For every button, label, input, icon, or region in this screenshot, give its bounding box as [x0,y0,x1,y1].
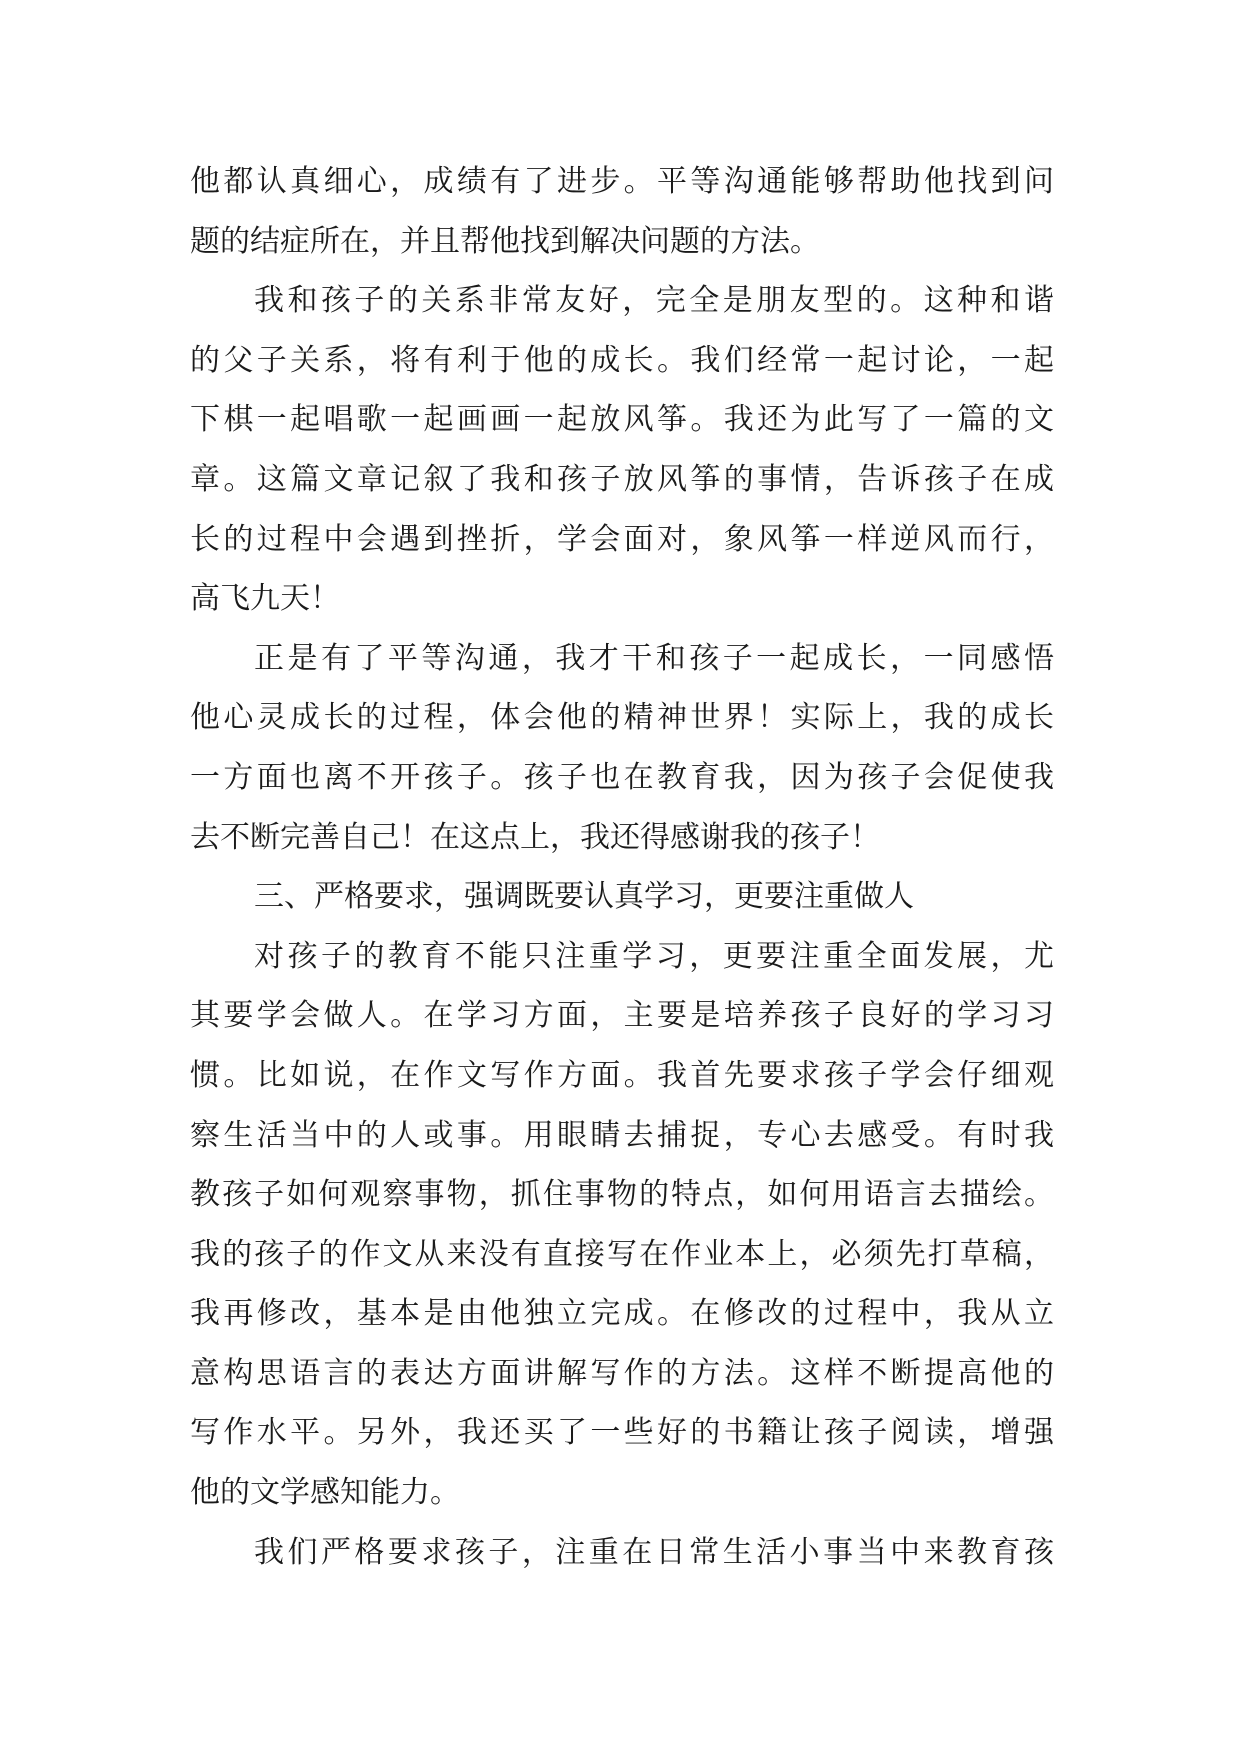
text-line: 我和孩子的关系非常友好，完全是朋友型的。这种和谐 [254,283,1054,319]
text-line: 下棋一起唱歌一起画画一起放风筝。我还为此写了一篇的文 [190,402,1054,438]
text-line: 教孩子如何观察事物，抓住事物的特点，如何用语言去描绘。 [190,1177,1054,1213]
paragraph [190,152,1054,271]
text-line: 一方面也离不开孩子。孩子也在教育我，因为孩子会促使我 [190,759,1054,795]
text-line: 我们严格要求孩子，注重在日常生活小事当中来教育孩 [254,1534,1054,1570]
text-line: 高飞九天！ [190,581,340,617]
text-line: 察生活当中的人或事。用眼睛去捕捉，专心去感受。有时我 [190,1117,1054,1153]
text-line: 题的结症所在，并且帮他找到解决问题的方法。 [190,223,820,259]
text-line: 其要学会做人。在学习方面，主要是培养孩子良好的学习习 [190,998,1054,1034]
text-line: 意构思语言的表达方面讲解写作的方法。这样不断提高他的 [190,1355,1054,1391]
text-line: 对孩子的教育不能只注重学习，更要注重全面发展，尤 [254,938,1054,974]
text-line: 长的过程中会遇到挫折，学会面对，象风筝一样逆风而行， [190,521,1054,557]
text-line: 章。这篇文章记叙了我和孩子放风筝的事情，告诉孩子在成 [190,461,1054,497]
text-line: 惯。比如说，在作文写作方面。我首先要求孩子学会仔细观 [190,1057,1054,1093]
text-line: 三、严格要求，强调既要认真学习，更要注重做人 [254,879,914,915]
text-line: 我的孩子的作文从来没有直接写在作业本上，必须先打草稿， [190,1236,1054,1272]
paragraph [190,271,1054,629]
paragraph [190,927,1054,1523]
text-line: 正是有了平等沟通，我才干和孩子一起成长，一同感悟 [254,640,1054,676]
document-body [190,152,1054,1582]
text-line: 的父子关系，将有利于他的成长。我们经常一起讨论，一起 [190,342,1054,378]
paragraph [190,629,1054,867]
paragraph [190,1523,1054,1583]
text-line: 写作水平。另外，我还买了一些好的书籍让孩子阅读，增强 [190,1415,1054,1451]
paragraph [190,867,1054,927]
text-line: 他的文学感知能力。 [190,1475,460,1511]
text-line: 去不断完善自己！在这点上，我还得感谢我的孩子！ [190,819,880,855]
text-line: 他心灵成长的过程，体会他的精神世界！实际上，我的成长 [190,700,1054,736]
text-line: 我再修改，基本是由他独立完成。在修改的过程中，我从立 [190,1296,1054,1332]
text-line: 他都认真细心，成绩有了进步。平等沟通能够帮助他找到问 [190,164,1054,199]
